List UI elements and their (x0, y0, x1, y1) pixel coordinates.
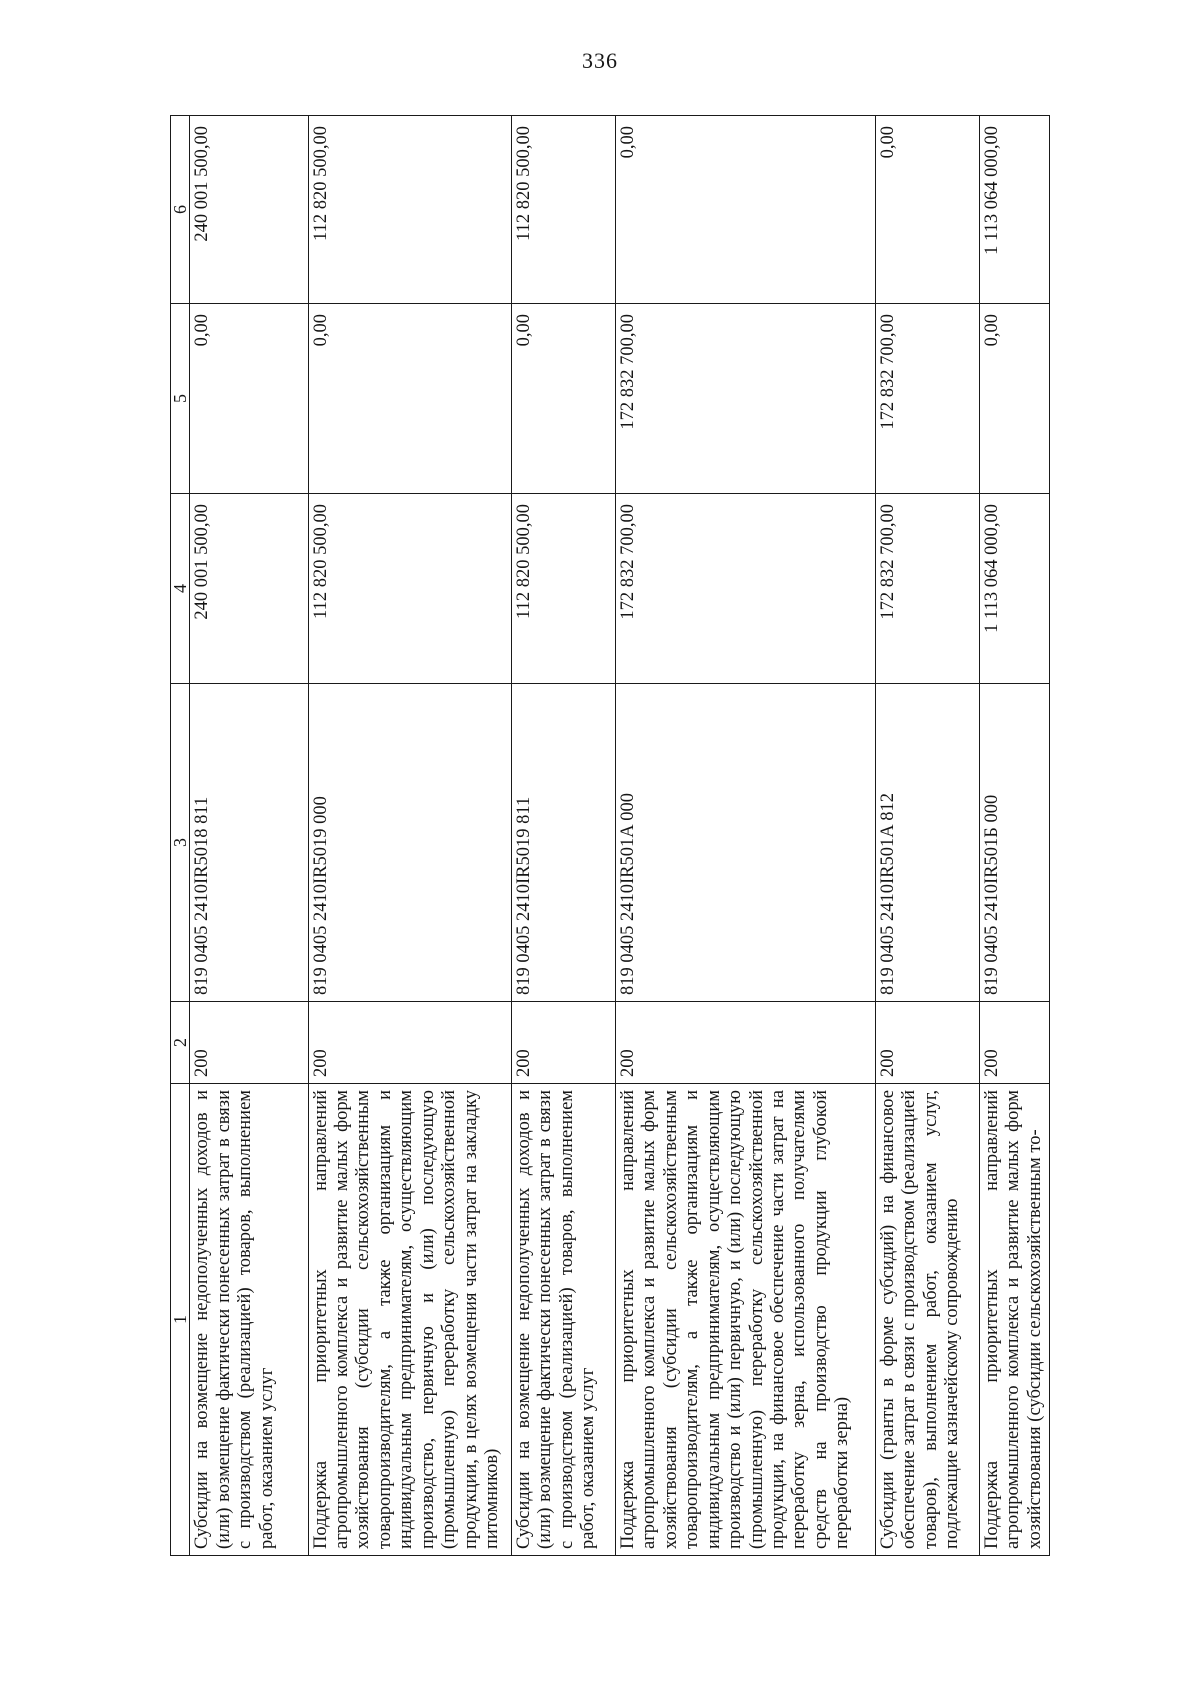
group-cell: 200 (615, 1002, 875, 1084)
amount-col5-cell: 0,00 (308, 304, 511, 494)
amount-col5-cell: 0,00 (979, 304, 1049, 494)
header-cell-3: 3 (171, 684, 190, 1002)
code-cell: 819 0405 2410IR501A 000 (615, 684, 875, 1002)
group-cell: 200 (190, 1002, 308, 1084)
amount-col4-cell: 1 113 064 000,00 (979, 494, 1049, 684)
group-cell: 200 (875, 1002, 979, 1084)
page-number: 336 (582, 48, 618, 73)
budget-table (170, 115, 1050, 1556)
table-row (308, 116, 511, 1556)
code-cell: 819 0405 2410IR501A 812 (875, 684, 979, 1002)
header-cell-4: 4 (171, 494, 190, 684)
table-row (511, 116, 615, 1556)
amount-col5-cell: 172 832 700,00 (615, 304, 875, 494)
amount-col6-cell: 112 820 500,00 (308, 116, 511, 304)
amount-col5-cell: 0,00 (190, 304, 308, 494)
amount-col6-cell: 1 113 064 000,00 (979, 116, 1049, 304)
description-cell: Поддержка приоритетных направлений агропромышленного комплекса и развитие малых форм хозяйствования (субсидии сельскохозяйственным то- (979, 1084, 1049, 1556)
amount-col5-cell: 172 832 700,00 (875, 304, 979, 494)
header-cell-1: 1 (171, 1084, 190, 1556)
table-header-row (171, 116, 190, 1556)
description-cell: Поддержка приоритетных направлений агропромышленного комплекса и развитие малых форм хозяйствования (субсидии сельскохозяйственным товаропроизводителям, а также организациям и индивидуальным предпринимателям, осуществляющим производство и (или) первичную, и (или) последующую (промышленную) переработку сельскохозяйственной продукции, на финансовое обеспечение части затрат на переработку зерна, использованного получателями средств на производство продукции глубокой переработки зерна) (615, 1084, 875, 1556)
code-cell: 819 0405 2410IR5018 811 (190, 684, 308, 1002)
amount-col4-cell: 172 832 700,00 (615, 494, 875, 684)
header-cell-5: 5 (171, 304, 190, 494)
rotated-table-container (170, 116, 1050, 1556)
code-cell: 819 0405 2410IR5019 000 (308, 684, 511, 1002)
amount-col4-cell: 172 832 700,00 (875, 494, 979, 684)
code-cell: 819 0405 2410IR501Б 000 (979, 684, 1049, 1002)
amount-col5-cell: 0,00 (511, 304, 615, 494)
amount-col6-cell: 0,00 (875, 116, 979, 304)
amount-col4-cell: 112 820 500,00 (511, 494, 615, 684)
header-cell-2: 2 (171, 1002, 190, 1084)
table-row (875, 116, 979, 1556)
header-cell-6: 6 (171, 116, 190, 304)
amount-col6-cell: 240 001 500,00 (190, 116, 308, 304)
table-row (190, 116, 308, 1556)
table-row (615, 116, 875, 1556)
description-cell: Субсидии (гранты в форме субсидий) на финансовое обеспечение затрат в связи с производством (реализацией товаров), выполнением работ, оказанием услуг, подлежащие казначейскому сопровождению (875, 1084, 979, 1556)
table-row (979, 116, 1049, 1556)
description-cell: Субсидии на возмещение недополученных доходов и (или) возмещение фактически понесенных затрат в связи с производством (реализацией) товаров, выполнением работ, оказанием услуг (190, 1084, 308, 1556)
code-cell: 819 0405 2410IR5019 811 (511, 684, 615, 1002)
group-cell: 200 (979, 1002, 1049, 1084)
amount-col4-cell: 112 820 500,00 (308, 494, 511, 684)
group-cell: 200 (308, 1002, 511, 1084)
group-cell: 200 (511, 1002, 615, 1084)
amount-col6-cell: 0,00 (615, 116, 875, 304)
amount-col6-cell: 112 820 500,00 (511, 116, 615, 304)
amount-col4-cell: 240 001 500,00 (190, 494, 308, 684)
description-cell: Поддержка приоритетных направлений агропромышленного комплекса и развитие малых форм хозяйствования (субсидии сельскохозяйственным товаропроизводителям, а также организациям и индивидуальным предпринимателям, осуществляющим производство, первичную и (или) последующую (промышленную) переработку сельскохозяйственной продукции, в целях возмещения части затрат на закладку питомников) (308, 1084, 511, 1556)
description-cell: Субсидии на возмещение недополученных доходов и (или) возмещение фактически понесенных затрат в связи с производством (реализацией) товаров, выполнением работ, оказанием услуг (511, 1084, 615, 1556)
